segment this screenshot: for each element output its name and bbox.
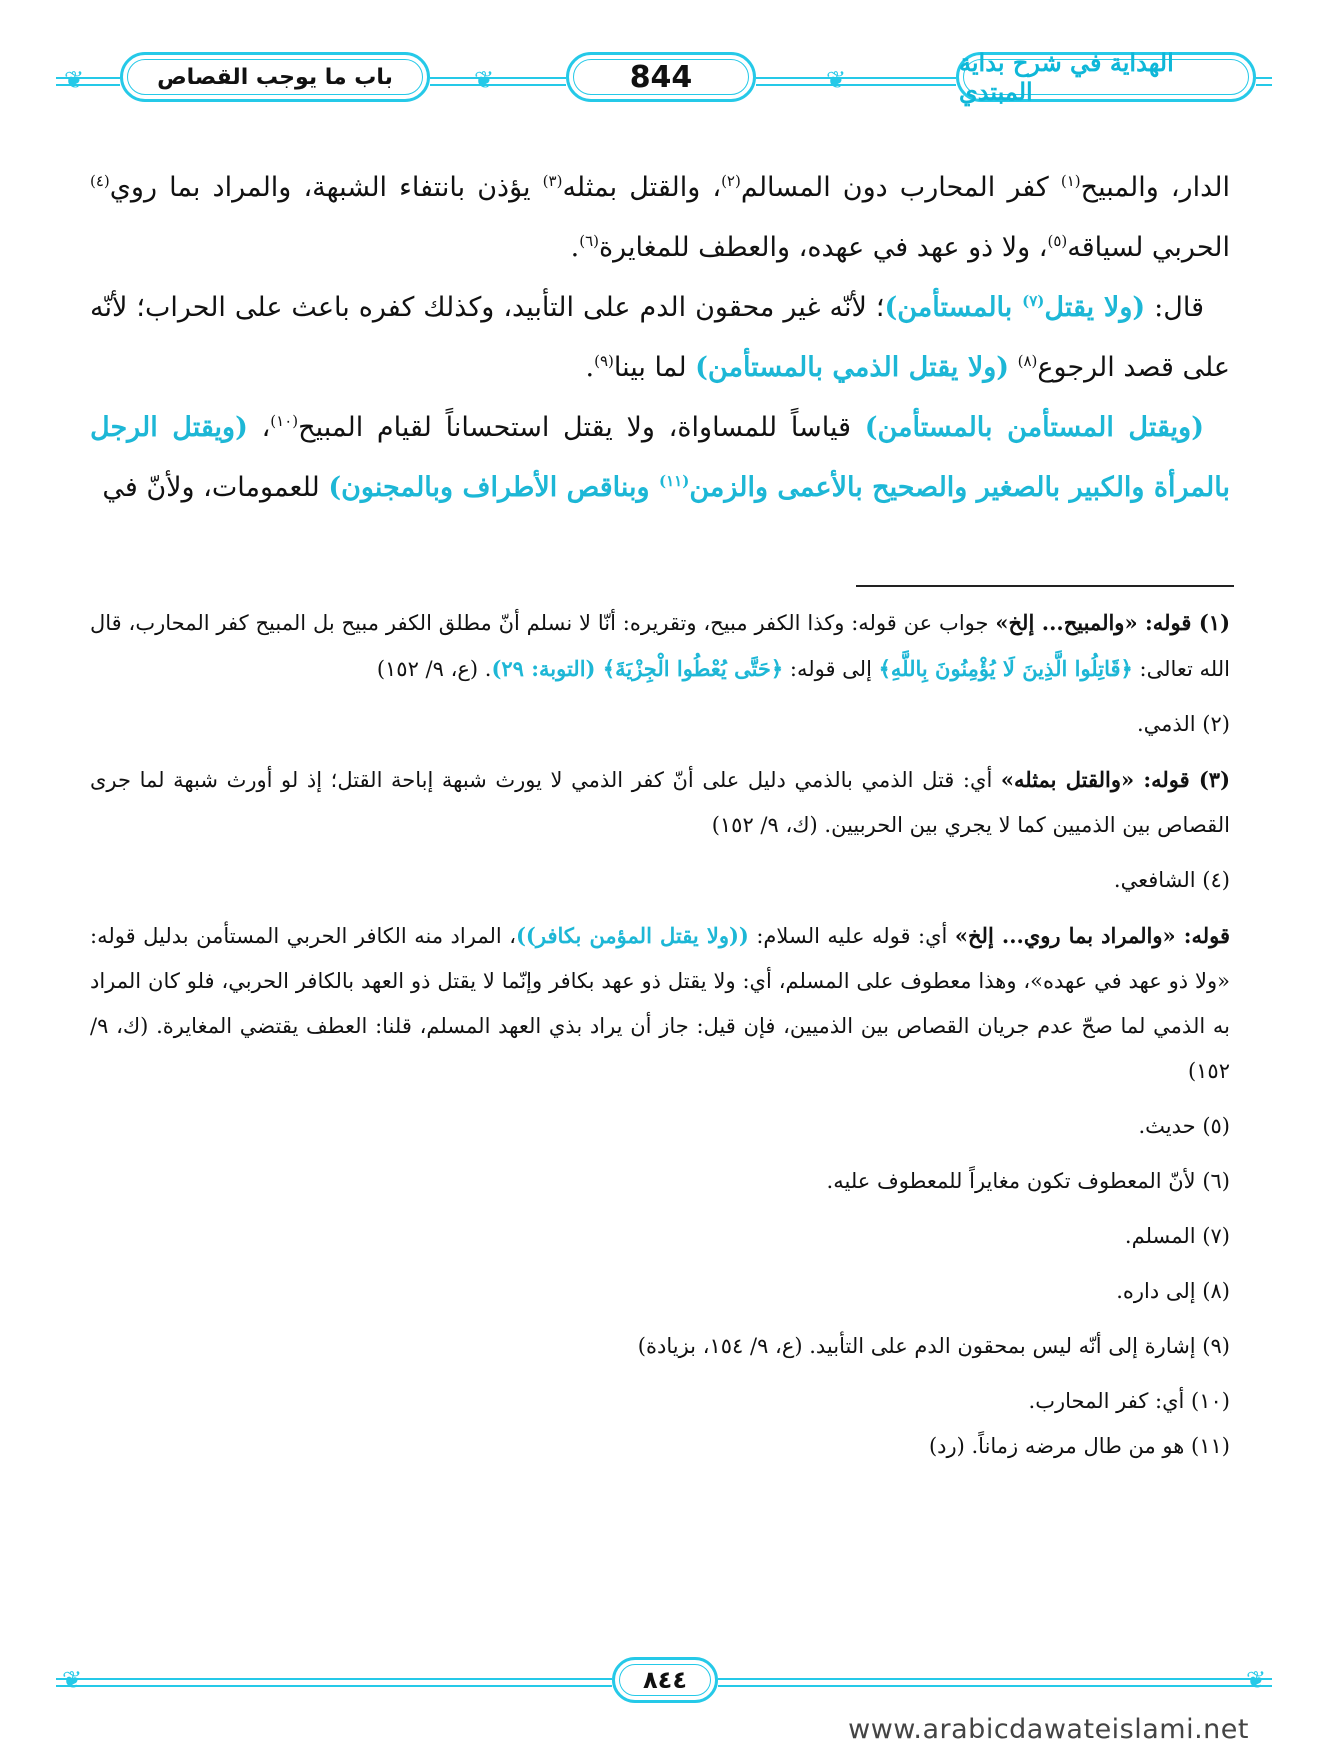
ornament-icon: ❦ xyxy=(826,66,847,94)
footnote-8: (٨) إلى داره. xyxy=(1116,1279,1230,1303)
chapter-title-badge xyxy=(120,52,430,102)
footer-page-number-badge xyxy=(612,1657,718,1703)
page-footer xyxy=(56,1652,1272,1712)
page-number-badge xyxy=(566,52,756,102)
footnote-4-comment: قوله: «والمراد بما روي... إلخ» أي: قوله عليه السلام: ((ولا يقتل المؤمن بكافر))، المراد منه الكافر الحربي المستأمن بدليل قوله: «ولا ذو عهد في عهده»، وهذا معطوف على المسلم، أي: ولا يقتل ذو عهد بكافر وإنّما لا يقتل ذو العهد بالكافر الحربي، فلو كان المراد به الذمي لما صحّ عدم جريان القصاص بين الذميين، فإن قيل: جاز أن يراد بذي العهد المسلم، قلنا: العطف يقتضي المغايرة. (ك، ٩/ ١٥٢) xyxy=(90,923,1231,1083)
footnote-5: (٥) حديث. xyxy=(1138,1114,1230,1138)
paragraph: الدار، والمبيح$^{(١)}$ كفر المحارب دون المسالم$^{(٢)}$، والقتل بمثله$^{(٣)}$ يؤذن بانتفاء الشبهة، والمراد بما روي$^{(٤)}$ الحربي لسياقه$^{(٥)}$، ولا ذو عهد في عهده، والعطف للمغايرة$^{(٦)}$. xyxy=(90,172,1230,263)
book-title: الهداية في شرح بداية المبتدي xyxy=(959,48,1174,106)
header-rail-mid-left xyxy=(430,77,566,86)
page-number: 844 xyxy=(629,59,693,95)
footnote-separator xyxy=(856,585,1234,587)
main-text xyxy=(90,158,1230,518)
ornament-icon: ❦ xyxy=(1246,1666,1267,1694)
book-title-badge xyxy=(956,48,1256,106)
footnote-9: (٩) إشارة إلى أنّه ليس بمحقون الدم على التأبيد. (ع، ٩/ ١٥٤، بزيادة) xyxy=(637,1334,1230,1358)
footnote-7: (٧) المسلم. xyxy=(1124,1224,1230,1248)
footnote-3: (٣) قوله: «والقتل بمثله» أي: قتل الذمي بالذمي دليل على أنّ كفر الذمي لا يورث شبهة إباحة القتل؛ إذ لو أورث شبهة لما جرى القصاص بين الذميين كما لا يجري بين الحربيين. (ك، ٩/ ١٥٢) xyxy=(90,767,1230,837)
paragraph: قال: (ولا يقتل$^{(٧)}$ بالمستأمن)؛ لأنّه غير محقون الدم على التأبيد، وكذلك كفره باعث على الحراب؛ لأنّه على قصد الرجوع$^{(٨)}$ (ولا يقتل الذمي بالمستأمن) لما بينا$^{(٩)}$. xyxy=(90,292,1230,383)
footer-page-number: ٨٤٤ xyxy=(643,1666,687,1694)
header-rail-mid-right xyxy=(756,77,956,86)
website-url[interactable]: www.arabicdawateislami.net xyxy=(848,1714,1249,1745)
ornament-icon: ❦ xyxy=(474,66,495,94)
footnote-6: (٦) لأنّ المعطوف تكون مغايراً للمعطوف عليه. xyxy=(826,1169,1230,1193)
footnote-1: (١) قوله: «والمبيح... إلخ» جواب عن قوله: وكذا الكفر مبيح، وتقريره: أنّا لا نسلم أنّ مطلق الكفر مبيح بل المبيح كفر المحارب، قال الله تعالى: ﴿قَاتِلُوا الَّذِينَ لَا يُؤْمِنُونَ بِاللَّهِ﴾ إلى قوله: ﴿حَتَّى يُعْطُوا الْجِزْيَةَ﴾ (التوبة: ٢٩). (ع، ٩/ ١٥٢) xyxy=(90,610,1230,681)
footnote-11: (١١) هو من طال مرضه زماناً. (رد) xyxy=(928,1434,1230,1458)
footnote-2: (٢) الذمي. xyxy=(1136,712,1230,736)
footnotes xyxy=(90,600,1230,1469)
ornament-icon: ❦ xyxy=(64,66,85,94)
footnote-4: (٤) الشافعي. xyxy=(1113,868,1230,892)
page-header xyxy=(56,44,1272,116)
header-rail-right xyxy=(1256,77,1272,86)
ornament-icon: ❦ xyxy=(62,1666,83,1694)
footer-rail-right xyxy=(718,1678,1272,1687)
footnote-10: (١٠) أي: كفر المحارب. xyxy=(1028,1389,1230,1413)
footer-rail-left xyxy=(56,1678,612,1687)
chapter-title: باب ما يوجب القصاص xyxy=(157,64,393,90)
paragraph: (ويقتل المستأمن بالمستأمن) قياساً للمساواة، ولا يقتل استحساناً لقيام المبيح$^{(١٠)}$، (ويقتل الرجل بالمرأة والكبير بالصغير والصحيح بالأعمى والزمن$^{(١١)}$ وبناقص الأطراف وبالمجنون) للعمومات، ولأنّ في xyxy=(90,412,1230,503)
